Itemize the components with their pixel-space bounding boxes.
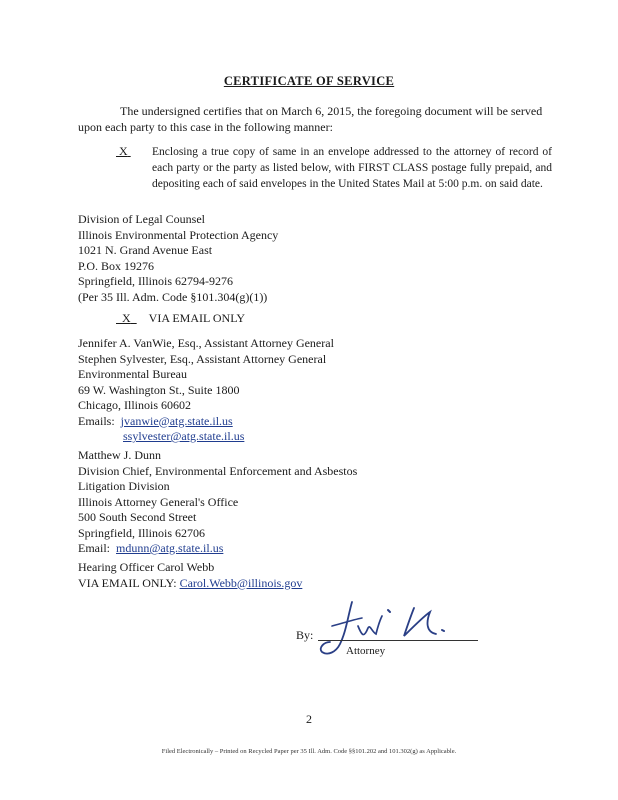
email-link-webb[interactable]: Carol.Webb@illinois.gov <box>179 575 303 590</box>
address-line: P.O. Box 19276 <box>78 258 155 273</box>
address-line: 1021 N. Grand Avenue East <box>78 243 213 257</box>
mail-option-x: X <box>119 144 128 158</box>
address-line: 69 W. Washington St., Suite 1800 <box>78 382 240 397</box>
mail-option-mark <box>116 144 131 159</box>
hearing-officer-name: Hearing Officer Carol Webb <box>78 560 215 574</box>
address-line: Illinois Environmental Protection Agency <box>78 227 279 242</box>
address-line: Illinois Attorney General's Office <box>78 494 239 509</box>
handwritten-signature <box>318 596 468 662</box>
signature-line <box>318 640 478 641</box>
email-option-label: VIA EMAIL ONLY <box>148 311 246 325</box>
footer-note: Filed Electronically – Printed on Recycled Paper per 35 Ill. Adm. Code §§101.202 and 101.302(g) as Applicable. <box>161 748 457 755</box>
email-link-dunn[interactable]: mdunn@atg.state.il.us <box>116 541 224 555</box>
email-option-row <box>116 311 245 326</box>
mail-option-text: Enclosing a true copy of same in an envelope addressed to the attorney of record of each party or the party as listed below, with FIRST CLASS postage fully prepaid, and depositing each of said envelopes in the United States Mail at 5:00 p.m. on said date. <box>152 146 552 190</box>
by-label: By: <box>296 628 314 642</box>
address-line: Matthew J. Dunn <box>78 448 161 462</box>
recipient-dunn <box>78 448 357 557</box>
email-option-x: X <box>122 311 131 325</box>
email-label: Email: <box>78 541 110 555</box>
emails-label: Emails: <box>78 413 115 428</box>
page-number: 2 <box>306 712 312 726</box>
recipient-iepa <box>78 212 278 305</box>
certificate-title: CERTIFICATE OF SERVICE <box>223 74 395 88</box>
address-line: Litigation Division <box>78 479 170 493</box>
signature-role: Attorney <box>346 645 386 657</box>
via-email-prefix: VIA EMAIL ONLY: <box>78 575 177 590</box>
address-line: 500 South Second Street <box>78 510 197 524</box>
address-line: Division of Legal Counsel <box>78 212 205 226</box>
address-line: Springfield, Illinois 62794-9276 <box>78 274 233 288</box>
address-line: Environmental Bureau <box>78 367 187 381</box>
address-line: (Per 35 Ill. Adm. Code §101.304(g)(1)) <box>78 289 268 304</box>
address-line: Chicago, Illinois 60602 <box>78 398 191 412</box>
address-line: Division Chief, Environmental Enforcement and Asbestos <box>78 463 358 478</box>
intro-paragraph: The undersigned certifies that on March 6, 2015, the foregoing document will be served upon each party to this case in the following manner: <box>78 104 543 134</box>
email-link-vanwie[interactable]: jvanwie@atg.state.il.us <box>120 413 233 428</box>
recipient-hearing-officer <box>78 560 302 591</box>
address-line: Springfield, Illinois 62706 <box>78 525 205 540</box>
address-line: Stephen Sylvester, Esq., Assistant Attorney General <box>78 351 327 366</box>
recipient-attorney-general <box>78 336 334 445</box>
email-link-sylvester[interactable]: ssylvester@atg.state.il.us <box>123 429 245 443</box>
address-line: Jennifer A. VanWie, Esq., Assistant Attorney General <box>78 336 334 350</box>
